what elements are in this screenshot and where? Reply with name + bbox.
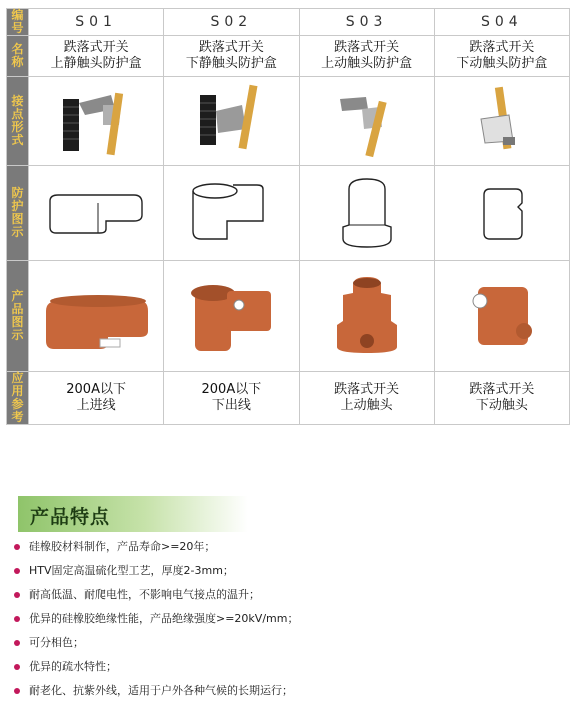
- row-code: [7, 9, 570, 36]
- name-s01: 跌落式开关 上静触头防护盒: [29, 36, 164, 77]
- header-product: 产品图示: [7, 261, 29, 372]
- header-protect: 防护图示: [7, 166, 29, 261]
- contact-s04-graphic: [457, 81, 547, 161]
- row-product: [7, 261, 570, 372]
- feature-item: HTV固定高温硫化型工艺，厚度2-3mm；: [14, 564, 298, 588]
- protect-image-s02: [164, 166, 299, 261]
- row-name: [7, 36, 570, 77]
- contact-s03-graphic: [322, 81, 412, 161]
- spec-table: [6, 8, 570, 425]
- product-s03-graphic: [307, 271, 427, 361]
- applic-s01: 200A以下 上进线: [29, 372, 164, 425]
- contact-image-s03: [299, 77, 434, 166]
- protect-image-s01: [29, 166, 164, 261]
- header-code: 编号: [7, 9, 29, 36]
- product-image-s04: [434, 261, 569, 372]
- name-s02: 跌落式开关 下静触头防护盒: [164, 36, 299, 77]
- code-s01: S01: [29, 9, 164, 36]
- applic-s02: 200A以下 下出线: [164, 372, 299, 425]
- applic-s04: 跌落式开关 下动触头: [434, 372, 569, 425]
- name-s03: 跌落式开关 上动触头防护盒: [299, 36, 434, 77]
- protect-s04-graphic: [442, 173, 562, 253]
- contact-image-s02: [164, 77, 299, 166]
- protect-image-s03: [299, 166, 434, 261]
- row-contact: [7, 77, 570, 166]
- product-image-s03: [299, 261, 434, 372]
- feature-item: 优异的疏水特性；: [14, 660, 298, 684]
- header-applic: 应用参考: [7, 372, 29, 425]
- product-s02-graphic: [171, 271, 291, 361]
- code-s04: S04: [434, 9, 569, 36]
- contact-image-s01: [29, 77, 164, 166]
- feature-item: 优异的硅橡胶绝缘性能，产品绝缘强度>=20kV/mm；: [14, 612, 298, 636]
- header-contact: 接点形式: [7, 77, 29, 166]
- header-name: 名称: [7, 36, 29, 77]
- row-protect: [7, 166, 570, 261]
- feature-item: 耐高低温、耐爬电性，不影响电气接点的温升；: [14, 588, 298, 612]
- protect-s03-graphic: [307, 173, 427, 253]
- protect-image-s04: [434, 166, 569, 261]
- product-image-s01: [29, 261, 164, 372]
- features-title: 产品特点: [30, 506, 111, 528]
- row-applic: [7, 372, 570, 425]
- protect-s01-graphic: [36, 173, 156, 253]
- features-list: [14, 540, 298, 708]
- protect-s02-graphic: [171, 173, 291, 253]
- contact-s02-graphic: [186, 81, 276, 161]
- bullet-icon: [14, 640, 20, 646]
- product-s04-graphic: [442, 271, 562, 361]
- contact-image-s04: [434, 77, 569, 166]
- feature-item: 耐老化、抗紫外线，适用于户外各种气候的长期运行；: [14, 684, 298, 708]
- code-s02: S02: [164, 9, 299, 36]
- feature-item: 可分相色；: [14, 636, 298, 660]
- bullet-icon: [14, 688, 20, 694]
- product-s01-graphic: [36, 271, 156, 361]
- name-s04: 跌落式开关 下动触头防护盒: [434, 36, 569, 77]
- bullet-icon: [14, 664, 20, 670]
- bullet-icon: [14, 544, 20, 550]
- bullet-icon: [14, 592, 20, 598]
- spec-table-container: [6, 8, 570, 448]
- bullet-icon: [14, 616, 20, 622]
- bullet-icon: [14, 568, 20, 574]
- feature-item: 硅橡胶材料制作，产品寿命>=20年；: [14, 540, 298, 564]
- applic-s03: 跌落式开关 上动触头: [299, 372, 434, 425]
- features-title-bar: [18, 496, 248, 532]
- contact-s01-graphic: [51, 81, 141, 161]
- code-s03: S03: [299, 9, 434, 36]
- product-image-s02: [164, 261, 299, 372]
